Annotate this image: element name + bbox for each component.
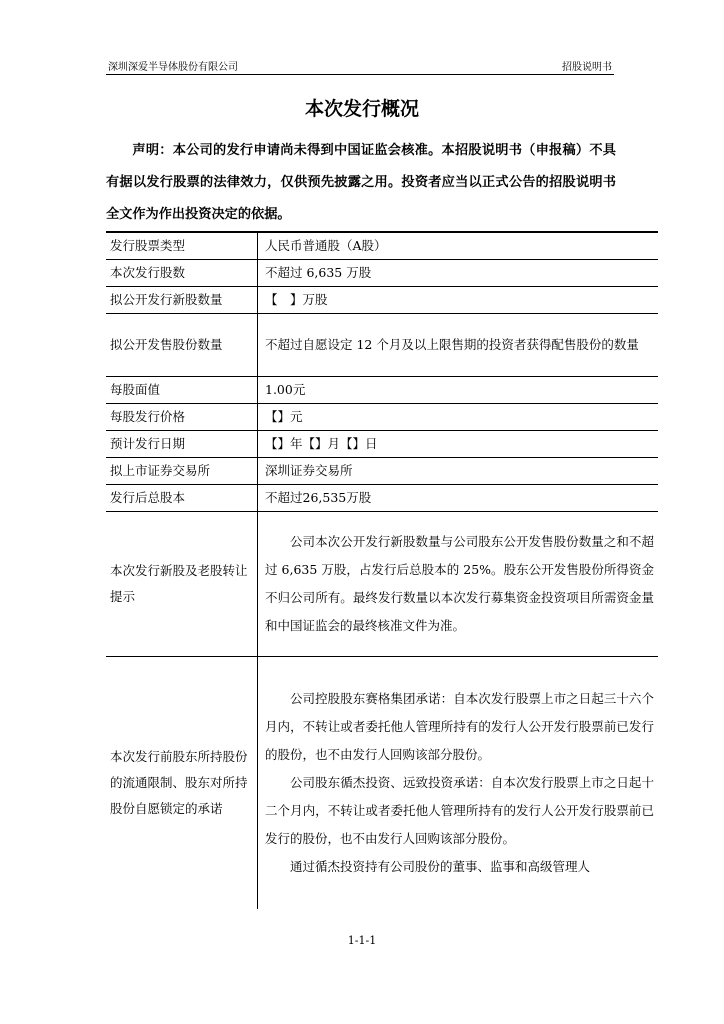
header-company: 深圳深爱半导体股份有限公司 [108, 62, 238, 73]
row-paragraph: 通过循杰投资持有公司股份的董事、监事和高级管理人 [290, 859, 591, 874]
row-value: 人民币普通股（A股） [258, 232, 659, 260]
disclaimer-statement: 声明：本公司的发行申请尚未得到中国证监会核准。本招股说明书（申报稿）不具有据以发行股票的法律效力，仅供预先披露之用。投资者应当以正式公告的招股说明书全文作为作出投资决定的依据。 [106, 143, 616, 222]
row-value: 不超过26,535万股 [258, 485, 659, 512]
row-paragraph: 公司本次公开发行新股数量与公司股东公开发售股份数量之和不超过 6,635 万股，占发行后总股本的 25%。股东公开发售股份所得资金不归公司所有。最终发行数量以本次发行募集资金投资项目所需资金量和中国证监会的最终核准文件为准。 [265, 534, 654, 633]
table-row [106, 458, 658, 485]
row-value [258, 512, 659, 657]
header-rule [106, 74, 614, 75]
row-label: 预计发行日期 [106, 431, 258, 458]
row-label: 发行股票类型 [106, 232, 258, 260]
row-label: 每股面值 [106, 377, 258, 404]
row-value: 不超过 6,635 万股 [258, 260, 659, 287]
row-label: 本次发行新股及老股转让提示 [106, 512, 258, 657]
table-row [106, 431, 658, 458]
table-row [106, 485, 658, 512]
table-row [106, 287, 658, 314]
table-row [106, 404, 658, 431]
page-number: 1-1-1 [347, 934, 377, 947]
table-row [106, 657, 658, 910]
row-value: 深圳证券交易所 [258, 458, 659, 485]
row-value: 【】元 [258, 404, 659, 431]
row-paragraph: 公司控股股东赛格集团承诺：自本次发行股票上市之日起三十六个月内，不转让或者委托他人管理所持有的发行人公开发行股票前已发行的股份，也不由发行人回购该部分股份。 [265, 691, 654, 762]
offering-overview-table [106, 231, 658, 909]
table-row [106, 232, 658, 260]
row-label: 本次发行前股东所持股份的流通限制、股东对所持股份自愿锁定的承诺 [106, 657, 258, 910]
row-label: 拟上市证券交易所 [106, 458, 258, 485]
row-value [258, 657, 659, 910]
row-value: 【 】万股 [258, 287, 659, 314]
row-label: 拟公开发售股份数量 [106, 314, 258, 377]
row-label: 每股发行价格 [106, 404, 258, 431]
table-row [106, 260, 658, 287]
row-value: 不超过自愿设定 12 个月及以上限售期的投资者获得配售股份的数量 [258, 314, 659, 377]
page-title: 本次发行概况 [304, 98, 419, 120]
table-row [106, 314, 658, 377]
table-row [106, 377, 658, 404]
row-label: 拟公开发行新股数量 [106, 287, 258, 314]
row-paragraph: 公司股东循杰投资、远致投资承诺：自本次发行股票上市之日起十二个月内，不转让或者委托他人管理所持有的发行人公开发行股票前已发行的股份，也不由发行人回购该部分股份。 [265, 775, 654, 846]
row-value: 【】年【】月【】日 [258, 431, 659, 458]
row-label: 发行后总股本 [106, 485, 258, 512]
row-label: 本次发行股数 [106, 260, 258, 287]
table-row [106, 512, 658, 657]
header-doc-type: 招股说明书 [562, 62, 612, 73]
row-value: 1.00元 [258, 377, 659, 404]
